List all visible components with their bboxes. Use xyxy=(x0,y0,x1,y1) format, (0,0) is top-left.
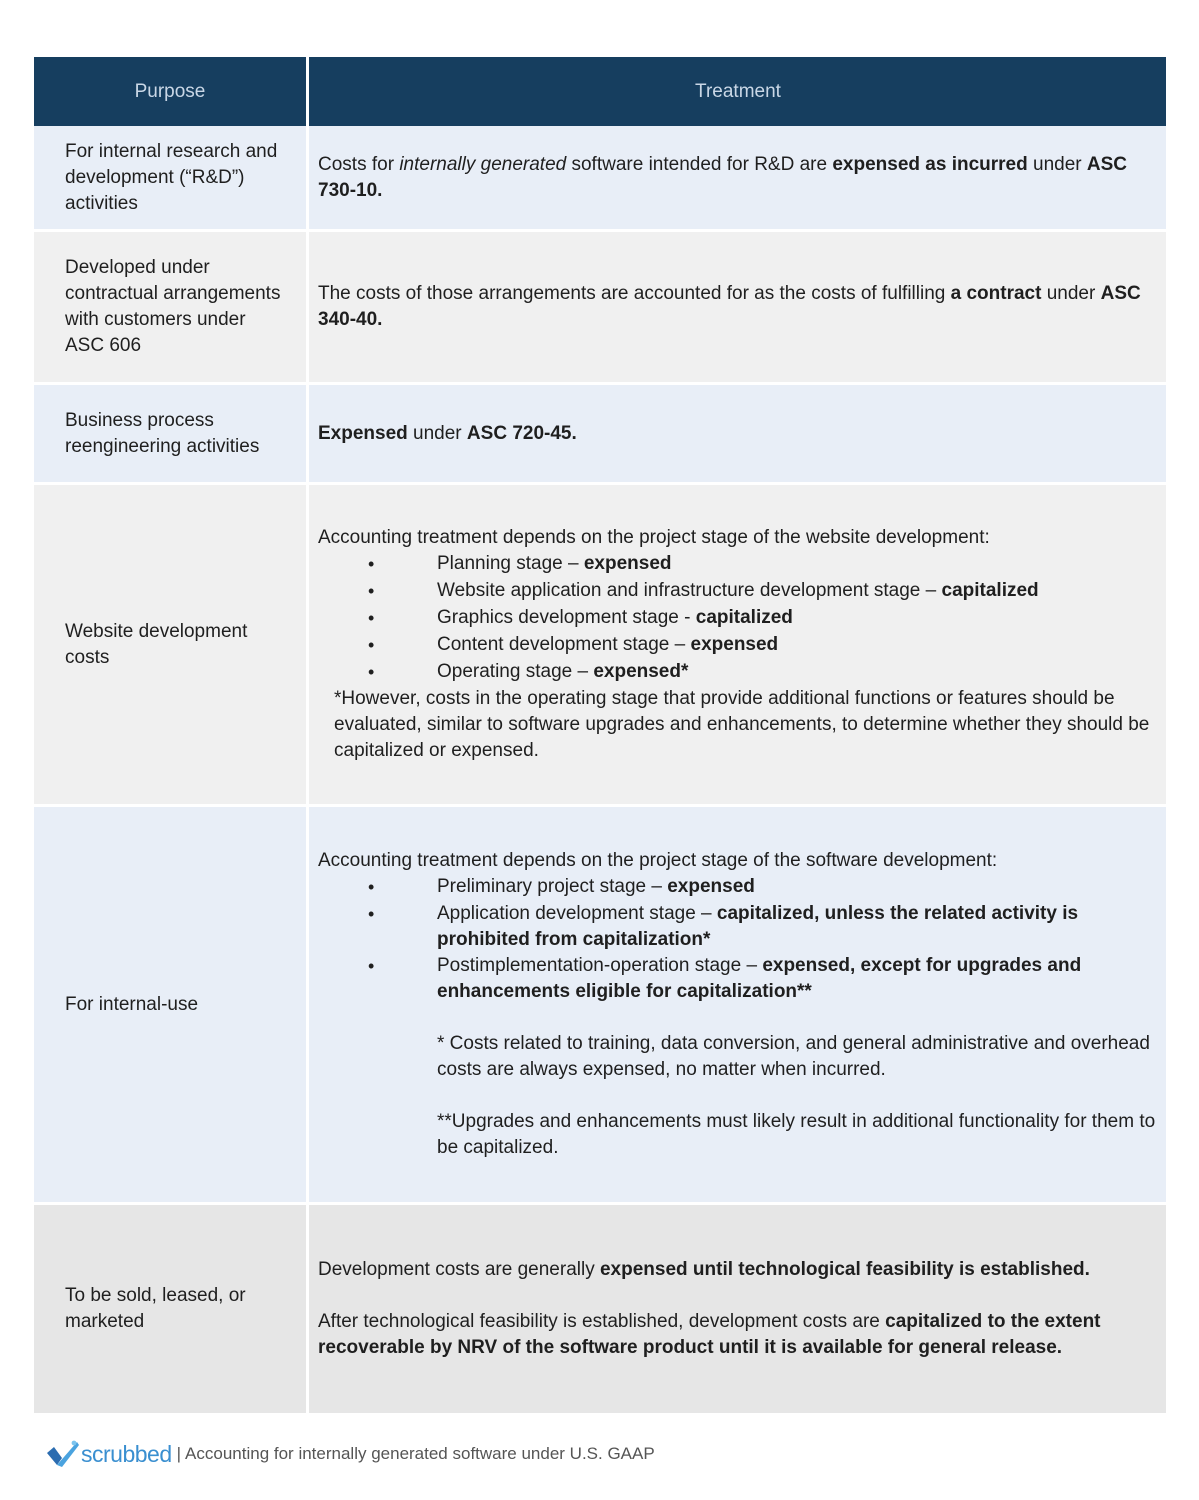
stage-value: expensed xyxy=(667,876,755,897)
text-run-bold: ASC 720-45. xyxy=(466,422,577,444)
bullet-icon xyxy=(318,578,437,605)
treatment-cell xyxy=(309,807,1166,1202)
brand-name: scrubbed xyxy=(81,1440,172,1467)
bullet-icon xyxy=(318,901,437,953)
treatment-intro: Accounting treatment depends on the project stage of the software development: xyxy=(318,850,998,871)
text-run-bold: expensed as incurred xyxy=(832,153,1028,175)
bullet-icon xyxy=(318,953,437,1005)
table-row-sold xyxy=(34,1205,1166,1413)
list-item xyxy=(318,632,1158,659)
header-treatment: Treatment xyxy=(695,80,781,102)
bullet-icon xyxy=(318,874,437,901)
treatment-cell xyxy=(309,385,1166,482)
stage-value: capitalized xyxy=(695,607,793,628)
treatment-text xyxy=(318,152,1158,204)
list-item xyxy=(318,874,1158,901)
bullet-icon xyxy=(318,605,437,632)
table-row-website xyxy=(34,485,1166,807)
list-item xyxy=(318,953,1158,1005)
brand-logo xyxy=(46,1439,172,1469)
treatment-note: **Upgrades and enhancements must likely result in additional functionality for them to be capitalized. xyxy=(437,1111,1156,1158)
text-run: under xyxy=(407,422,467,444)
text-run-bold: ASC 730-10. xyxy=(318,153,1127,201)
header-purpose: Purpose xyxy=(34,57,309,126)
text-run: Development costs are generally xyxy=(318,1259,600,1280)
treatment-cell xyxy=(309,232,1166,382)
footer xyxy=(46,1437,655,1471)
stage-value: expensed, except for upgrades and enhancements eligible for capitalization** xyxy=(437,955,1082,1002)
text-run-bold: capitalized to the extent recoverable by NRV of the software product until it is available for general release. xyxy=(318,1311,1101,1358)
text-run-italic: internally generated xyxy=(399,153,567,175)
text-run: After technological feasibility is established, development costs are xyxy=(318,1311,886,1332)
treatment-note: * Costs related to training, data conversion, and general administrative and overhead costs are always expensed, no matter when incurred. xyxy=(437,1033,1150,1080)
stage-label: Content development stage – xyxy=(437,634,691,655)
treatment-text xyxy=(318,281,1158,333)
stage-label: Postimplementation-operation stage – xyxy=(437,955,763,976)
stage-value: capitalized, unless the related activity is prohibited from capitalization* xyxy=(437,903,1079,950)
text-run: Costs for xyxy=(318,153,400,175)
text-run: under xyxy=(1027,153,1087,175)
stage-list xyxy=(318,874,1158,1005)
gaap-software-table xyxy=(34,57,1166,1413)
text-run: under xyxy=(1041,283,1101,304)
stage-label: Graphics development stage - xyxy=(437,607,696,628)
footer-separator: | xyxy=(176,1444,182,1463)
table-header-row xyxy=(34,57,1166,126)
purpose-cell: To be sold, leased, or marketed xyxy=(34,1205,309,1413)
stage-value: expensed xyxy=(583,553,672,574)
bullet-icon xyxy=(318,551,437,578)
table-row-contract xyxy=(34,232,1166,385)
purpose-cell: Business process reengineering activities xyxy=(34,385,309,482)
purpose-cell: For internal-use xyxy=(34,807,309,1202)
purpose-cell: Developed under contractual arrangements with customers under ASC 606 xyxy=(34,232,309,382)
footer-caption: Accounting for internally generated software under U.S. GAAP xyxy=(185,1444,655,1463)
text-run-bold: ASC 340-40. xyxy=(318,283,1141,330)
brand-check-icon xyxy=(46,1439,80,1469)
text-run: The costs of those arrangements are accounted for as the costs of fulfilling xyxy=(318,283,951,304)
treatment-text xyxy=(318,1257,1158,1283)
text-run-bold: Expensed xyxy=(318,422,408,444)
text-run: software intended for R&D are xyxy=(566,153,833,175)
list-item xyxy=(318,901,1158,953)
table-row-rnd xyxy=(34,126,1166,232)
treatment-intro: Accounting treatment depends on the project stage of the website development: xyxy=(318,527,990,548)
bullet-icon xyxy=(318,659,437,686)
stage-label: Application development stage – xyxy=(437,903,717,924)
table-row-bpr xyxy=(34,385,1166,485)
treatment-text xyxy=(318,1309,1158,1361)
list-item xyxy=(318,605,1158,632)
stage-label: Planning stage – xyxy=(437,553,584,574)
list-item xyxy=(318,659,1158,686)
list-item xyxy=(318,578,1158,605)
bullet-icon xyxy=(318,632,437,659)
stage-label: Preliminary project stage – xyxy=(437,876,668,897)
text-run-bold: a contract xyxy=(950,283,1042,304)
table-row-internal-use xyxy=(34,807,1166,1205)
treatment-cell xyxy=(309,485,1166,804)
stage-value: expensed xyxy=(690,634,779,655)
purpose-cell: For internal research and development (“R&D”) activities xyxy=(34,126,309,229)
stage-list xyxy=(318,551,1158,686)
stage-label: Website application and infrastructure development stage – xyxy=(437,580,942,601)
treatment-cell xyxy=(309,126,1166,229)
purpose-cell: Website development costs xyxy=(34,485,309,804)
stage-label: Operating stage – xyxy=(437,661,594,682)
treatment-cell xyxy=(309,1205,1166,1413)
list-item xyxy=(318,551,1158,578)
treatment-text xyxy=(318,421,1158,447)
stage-value: expensed* xyxy=(593,661,689,682)
treatment-note: *However, costs in the operating stage that provide additional functions or features should be evaluated, similar to software upgrades and enhancements, to determine whether they should be capitalized or expensed. xyxy=(334,688,1150,761)
stage-value: capitalized xyxy=(941,580,1039,601)
text-run-bold: expensed until technological feasibility is established. xyxy=(599,1259,1090,1280)
